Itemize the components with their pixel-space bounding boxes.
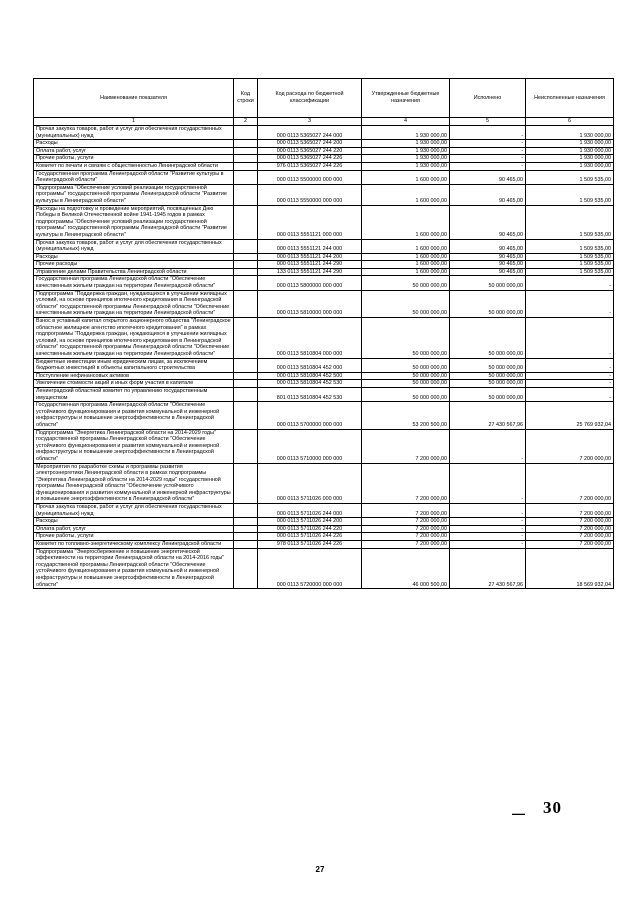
- row-budget-code: 133 0113 5551121 244 290: [258, 268, 362, 276]
- row-budget-code: 000 0113 5711026 000 000: [258, 463, 362, 504]
- row-unexecuted: 1 930 000,00: [526, 155, 614, 163]
- row-budget-code: 000 0113 5700000 000 000: [258, 402, 362, 429]
- row-name: Государственная программа Ленинградской области "Обеспечение качественным жильем граждан на территории Ленинградской области": [34, 276, 234, 290]
- row-executed: 50 000 000,00: [450, 372, 526, 380]
- row-executed: 90 465,00: [450, 253, 526, 261]
- row-executed: -: [450, 518, 526, 526]
- row-line-code: [234, 261, 258, 269]
- header-executed: Исполнено: [450, 79, 526, 118]
- row-name: Расходы: [34, 518, 234, 526]
- table-row: [34, 548, 614, 589]
- table-row: [34, 504, 614, 518]
- row-budget-code: 000 0113 5551121 000 000: [258, 205, 362, 239]
- row-name: Прочие работы, услуги: [34, 533, 234, 541]
- row-line-code: [234, 290, 258, 317]
- row-approved: 1 600 000,00: [362, 205, 450, 239]
- row-executed: -: [450, 162, 526, 170]
- row-budget-code: 978 0113 5711026 244 226: [258, 541, 362, 549]
- row-budget-code: 000 0113 5500000 000 000: [258, 170, 362, 184]
- row-approved: 50 000 000,00: [362, 358, 450, 372]
- row-executed: 90 465,00: [450, 184, 526, 205]
- row-budget-code: 000 0113 5810804 000 000: [258, 318, 362, 359]
- row-unexecuted: 1 509 535,00: [526, 239, 614, 253]
- row-name: Прочие работы, услуги: [34, 155, 234, 163]
- row-name: Оплата работ, услуг: [34, 147, 234, 155]
- table-row: [34, 358, 614, 372]
- row-budget-code: 000 0113 5810000 000 000: [258, 290, 362, 317]
- header-approved: Утвержденные бюджетные назначения: [362, 79, 450, 118]
- row-executed: 50 000 000,00: [450, 276, 526, 290]
- table-row: [34, 290, 614, 317]
- row-approved: 7 200 000,00: [362, 525, 450, 533]
- row-line-code: [234, 253, 258, 261]
- row-unexecuted: 1 930 000,00: [526, 126, 614, 140]
- table-row: [34, 372, 614, 380]
- row-line-code: [234, 318, 258, 359]
- row-unexecuted: 7 200 000,00: [526, 463, 614, 504]
- row-budget-code: 000 0113 5711026 244 000: [258, 504, 362, 518]
- row-approved: 1 600 000,00: [362, 170, 450, 184]
- row-unexecuted: 1 930 000,00: [526, 162, 614, 170]
- row-approved: 1 930 000,00: [362, 147, 450, 155]
- row-approved: 1 600 000,00: [362, 239, 450, 253]
- row-unexecuted: -: [526, 318, 614, 359]
- row-name: Расходы: [34, 140, 234, 148]
- header-line-code: Код строки: [234, 79, 258, 118]
- header-row: [34, 79, 614, 118]
- row-executed: 27 430 567,96: [450, 402, 526, 429]
- row-approved: 7 200 000,00: [362, 463, 450, 504]
- row-executed: -: [450, 504, 526, 518]
- row-line-code: [234, 268, 258, 276]
- row-executed: 90 465,00: [450, 170, 526, 184]
- row-line-code: [234, 380, 258, 388]
- row-line-code: [234, 126, 258, 140]
- row-budget-code: 000 0113 5711026 244 226: [258, 533, 362, 541]
- header-unexecuted: Неисполненные назначения: [526, 79, 614, 118]
- table-row: [34, 518, 614, 526]
- row-name: Расходы на подготовку и проведение мероприятий, посвященных Дню Победы в Великой Отечественной войне 1941-1945 годов в рамках подпрограммы "Обеспечение условий реализации государственной программы" государственной программы Ленинградской области "Развитие культуры в Ленинградской области": [34, 205, 234, 239]
- row-line-code: [234, 541, 258, 549]
- row-approved: 50 000 000,00: [362, 380, 450, 388]
- row-line-code: [234, 548, 258, 589]
- column-number-row: [34, 118, 614, 126]
- row-budget-code: 000 0113 5551121 244 200: [258, 253, 362, 261]
- table-row: [34, 380, 614, 388]
- row-budget-code: 000 0113 5365027 244 220: [258, 147, 362, 155]
- row-name: Прочая закупка товаров, работ и услуг для обеспечения государственных (муниципальных) нужд: [34, 504, 234, 518]
- row-name: Поступление нефинансовых активов: [34, 372, 234, 380]
- row-unexecuted: -: [526, 380, 614, 388]
- table-row: [34, 525, 614, 533]
- row-approved: 50 000 000,00: [362, 276, 450, 290]
- row-line-code: [234, 533, 258, 541]
- row-budget-code: 000 0113 5550000 000 000: [258, 184, 362, 205]
- handwritten-page-mark: 30: [543, 798, 562, 817]
- column-number: 5: [450, 118, 526, 126]
- row-executed: -: [450, 533, 526, 541]
- row-line-code: [234, 184, 258, 205]
- row-name: Расходы: [34, 253, 234, 261]
- row-budget-code: 000 0113 5810804 452 530: [258, 380, 362, 388]
- table-row: [34, 126, 614, 140]
- row-approved: 1 930 000,00: [362, 162, 450, 170]
- row-unexecuted: 1 509 535,00: [526, 184, 614, 205]
- row-name: Взнос в уставный капитал открытого акционерного общества "Ленинградское областное жилищное агентство ипотечного кредитования" в рамках подпрограммы "Поддержка граждан, нуждающихся в улучшении жилищных условий, на основе принципов ипотечного кредитования в Ленинградской области" государственной программы Ленинградской области "Обеспечение качественным жильем граждан на территории Ленинградской области": [34, 318, 234, 359]
- handwritten-dash: —: [512, 806, 525, 821]
- row-budget-code: 000 0113 5365027 244 226: [258, 155, 362, 163]
- row-unexecuted: 18 569 932,04: [526, 548, 614, 589]
- row-budget-code: 801 0113 5810804 452 530: [258, 387, 362, 401]
- row-unexecuted: 7 200 000,00: [526, 518, 614, 526]
- row-approved: 1 930 000,00: [362, 140, 450, 148]
- row-executed: -: [450, 429, 526, 463]
- row-unexecuted: -: [526, 372, 614, 380]
- row-executed: 50 000 000,00: [450, 318, 526, 359]
- header-name: Наименование показателя: [34, 79, 234, 118]
- row-budget-code: 000 0113 5710000 000 000: [258, 429, 362, 463]
- row-executed: -: [450, 541, 526, 549]
- row-executed: 90 465,00: [450, 268, 526, 276]
- row-budget-code: 000 0113 5551121 244 290: [258, 261, 362, 269]
- row-name: Комитет по печати и связям с общественностью Ленинградской области: [34, 162, 234, 170]
- table-row: [34, 205, 614, 239]
- table-row: [34, 170, 614, 184]
- row-executed: 50 000 000,00: [450, 380, 526, 388]
- row-name: Подпрограмма "Энергосбережение и повышение энергетической эффективности на территории Ленинградской области на 2014-2016 годы" государственной программы Ленинградской области "Обеспечение устойчивого функционирования и развития коммунальной и инженерной инфраструктуры и повышение энергоэффективности в Ленинградской области": [34, 548, 234, 589]
- row-unexecuted: 7 200 000,00: [526, 525, 614, 533]
- row-approved: 7 200 000,00: [362, 541, 450, 549]
- row-name: Мероприятия по разработке схемы и программы развития электроэнергетики Ленинградской области в рамках подпрограммы "Энергетика Ленинградской области на 2014-2029 годы" государственной программы Ленинградской области "Обеспечение устойчивого функционирования и развития коммунальной и инженерной инфраструктуры и повышение энергоэффективности в Ленинградской области": [34, 463, 234, 504]
- row-unexecuted: 1 930 000,00: [526, 147, 614, 155]
- row-budget-code: 000 0113 5711026 244 200: [258, 518, 362, 526]
- row-budget-code: 000 0113 5810804 452 500: [258, 372, 362, 380]
- row-approved: 7 200 000,00: [362, 533, 450, 541]
- row-approved: 50 000 000,00: [362, 387, 450, 401]
- row-line-code: [234, 162, 258, 170]
- table-row: [34, 147, 614, 155]
- row-line-code: [234, 463, 258, 504]
- row-executed: -: [450, 155, 526, 163]
- row-approved: 53 200 500,00: [362, 402, 450, 429]
- row-name: Прочая закупка товаров, работ и услуг для обеспечения государственных (муниципальных) нужд: [34, 126, 234, 140]
- column-number: 1: [34, 118, 234, 126]
- row-approved: 50 000 000,00: [362, 372, 450, 380]
- row-approved: 50 000 000,00: [362, 290, 450, 317]
- row-approved: 1 600 000,00: [362, 253, 450, 261]
- row-name: Прочая закупка товаров, работ и услуг для обеспечения государственных (муниципальных) нужд: [34, 239, 234, 253]
- row-line-code: [234, 155, 258, 163]
- row-unexecuted: 1 509 535,00: [526, 261, 614, 269]
- row-approved: 46 000 500,00: [362, 548, 450, 589]
- table-row: [34, 261, 614, 269]
- row-name: Подпрограмма "Обеспечение условий реализации государственной программы" государственной программы Ленинградской области "Развитие культуры в Ленинградской области": [34, 184, 234, 205]
- row-budget-code: 000 0113 5810804 452 000: [258, 358, 362, 372]
- row-name: Подпрограмма "Энергетика Ленинградской области на 2014-2029 годы" государственной программы Ленинградской области "Обеспечение устойчивого функционирования и развития коммунальной и инженерной инфраструктуры и повышение энергоэффективности в Ленинградской области": [34, 429, 234, 463]
- table-row: [34, 155, 614, 163]
- row-line-code: [234, 239, 258, 253]
- page-number: 27: [315, 865, 325, 874]
- row-approved: 1 600 000,00: [362, 184, 450, 205]
- table-row: [34, 253, 614, 261]
- table-body: [34, 126, 614, 589]
- row-unexecuted: 7 200 000,00: [526, 429, 614, 463]
- row-unexecuted: 1 509 535,00: [526, 170, 614, 184]
- row-unexecuted: 7 200 000,00: [526, 504, 614, 518]
- row-unexecuted: 1 930 000,00: [526, 140, 614, 148]
- table-row: [34, 533, 614, 541]
- row-line-code: [234, 276, 258, 290]
- row-executed: -: [450, 463, 526, 504]
- row-approved: 7 200 000,00: [362, 504, 450, 518]
- table-row: [34, 387, 614, 401]
- row-unexecuted: -: [526, 290, 614, 317]
- row-name: Комитет по топливно-энергетическому комплексу Ленинградской области: [34, 541, 234, 549]
- row-approved: 7 200 000,00: [362, 518, 450, 526]
- row-line-code: [234, 387, 258, 401]
- row-approved: 7 200 000,00: [362, 429, 450, 463]
- row-line-code: [234, 147, 258, 155]
- row-budget-code: 000 0113 5551121 244 000: [258, 239, 362, 253]
- row-name: Увеличение стоимости акций и иных форм участия в капитале: [34, 380, 234, 388]
- row-unexecuted: 7 200 000,00: [526, 541, 614, 549]
- row-budget-code: 000 0113 5365027 244 000: [258, 126, 362, 140]
- row-budget-code: 976 0113 5365027 244 226: [258, 162, 362, 170]
- row-approved: 1 600 000,00: [362, 268, 450, 276]
- row-approved: 1 930 000,00: [362, 155, 450, 163]
- row-line-code: [234, 358, 258, 372]
- table-row: [34, 184, 614, 205]
- table-row: [34, 276, 614, 290]
- table-row: [34, 268, 614, 276]
- row-line-code: [234, 140, 258, 148]
- table-row: [34, 140, 614, 148]
- row-executed: 50 000 000,00: [450, 387, 526, 401]
- row-line-code: [234, 429, 258, 463]
- row-budget-code: 000 0113 5720000 000 000: [258, 548, 362, 589]
- row-name: Ленинградский областной комитет по управлению государственным имуществом: [34, 387, 234, 401]
- row-executed: 27 430 567,96: [450, 548, 526, 589]
- table-row: [34, 429, 614, 463]
- row-executed: -: [450, 147, 526, 155]
- row-line-code: [234, 518, 258, 526]
- row-line-code: [234, 372, 258, 380]
- row-executed: 90 465,00: [450, 239, 526, 253]
- row-budget-code: 000 0113 5800000 000 000: [258, 276, 362, 290]
- row-executed: -: [450, 525, 526, 533]
- row-unexecuted: -: [526, 387, 614, 401]
- row-approved: 1 600 000,00: [362, 261, 450, 269]
- row-name: Государственная программа Ленинградской области "Развитие культуры в Ленинградской области": [34, 170, 234, 184]
- row-budget-code: 000 0113 5365027 244 200: [258, 140, 362, 148]
- row-unexecuted: -: [526, 276, 614, 290]
- row-line-code: [234, 402, 258, 429]
- row-line-code: [234, 504, 258, 518]
- table-row: [34, 239, 614, 253]
- table-row: [34, 541, 614, 549]
- row-line-code: [234, 205, 258, 239]
- row-line-code: [234, 170, 258, 184]
- row-unexecuted: 7 200 000,00: [526, 533, 614, 541]
- row-executed: -: [450, 140, 526, 148]
- row-line-code: [234, 525, 258, 533]
- row-executed: 50 000 000,00: [450, 290, 526, 317]
- row-unexecuted: 1 509 535,00: [526, 205, 614, 239]
- table-row: [34, 463, 614, 504]
- column-number: 3: [258, 118, 362, 126]
- table-row: [34, 162, 614, 170]
- row-name: Подпрограмма "Поддержка граждан, нуждающихся в улучшении жилищных условий, на основе принципов ипотечного кредитования в Ленинградской области" государственной программы Ленинградской области "Обеспечение качественным жильем граждан на территории Ленинградской области": [34, 290, 234, 317]
- row-budget-code: 000 0113 5711026 244 220: [258, 525, 362, 533]
- row-unexecuted: 1 509 535,00: [526, 268, 614, 276]
- row-name: Прочие расходы: [34, 261, 234, 269]
- budget-execution-table: [33, 78, 614, 589]
- row-approved: 50 000 000,00: [362, 318, 450, 359]
- header-budget-code: Код расхода по бюджетной классификации: [258, 79, 362, 118]
- row-unexecuted: -: [526, 358, 614, 372]
- column-number: 4: [362, 118, 450, 126]
- table-row: [34, 318, 614, 359]
- column-number: 2: [234, 118, 258, 126]
- row-approved: 1 930 000,00: [362, 126, 450, 140]
- row-executed: 90 465,00: [450, 205, 526, 239]
- row-executed: 50 000 000,00: [450, 358, 526, 372]
- row-name: Управление делами Правительства Ленинградской области: [34, 268, 234, 276]
- table-row: [34, 402, 614, 429]
- row-executed: -: [450, 126, 526, 140]
- row-executed: 90 465,00: [450, 261, 526, 269]
- row-unexecuted: 25 769 932,04: [526, 402, 614, 429]
- column-number: 6: [526, 118, 614, 126]
- row-name: Бюджетные инвестиции иным юридическим лицам, за исключением бюджетных инвестиций в объекты капитального строительства: [34, 358, 234, 372]
- row-name: Оплата работ, услуг: [34, 525, 234, 533]
- row-unexecuted: 1 509 535,00: [526, 253, 614, 261]
- row-name: Государственная программа Ленинградской области "Обеспечение устойчивого функционирования и развития коммунальной и инженерной инфраструктуры и повышение энергоэффективности в Ленинградской области": [34, 402, 234, 429]
